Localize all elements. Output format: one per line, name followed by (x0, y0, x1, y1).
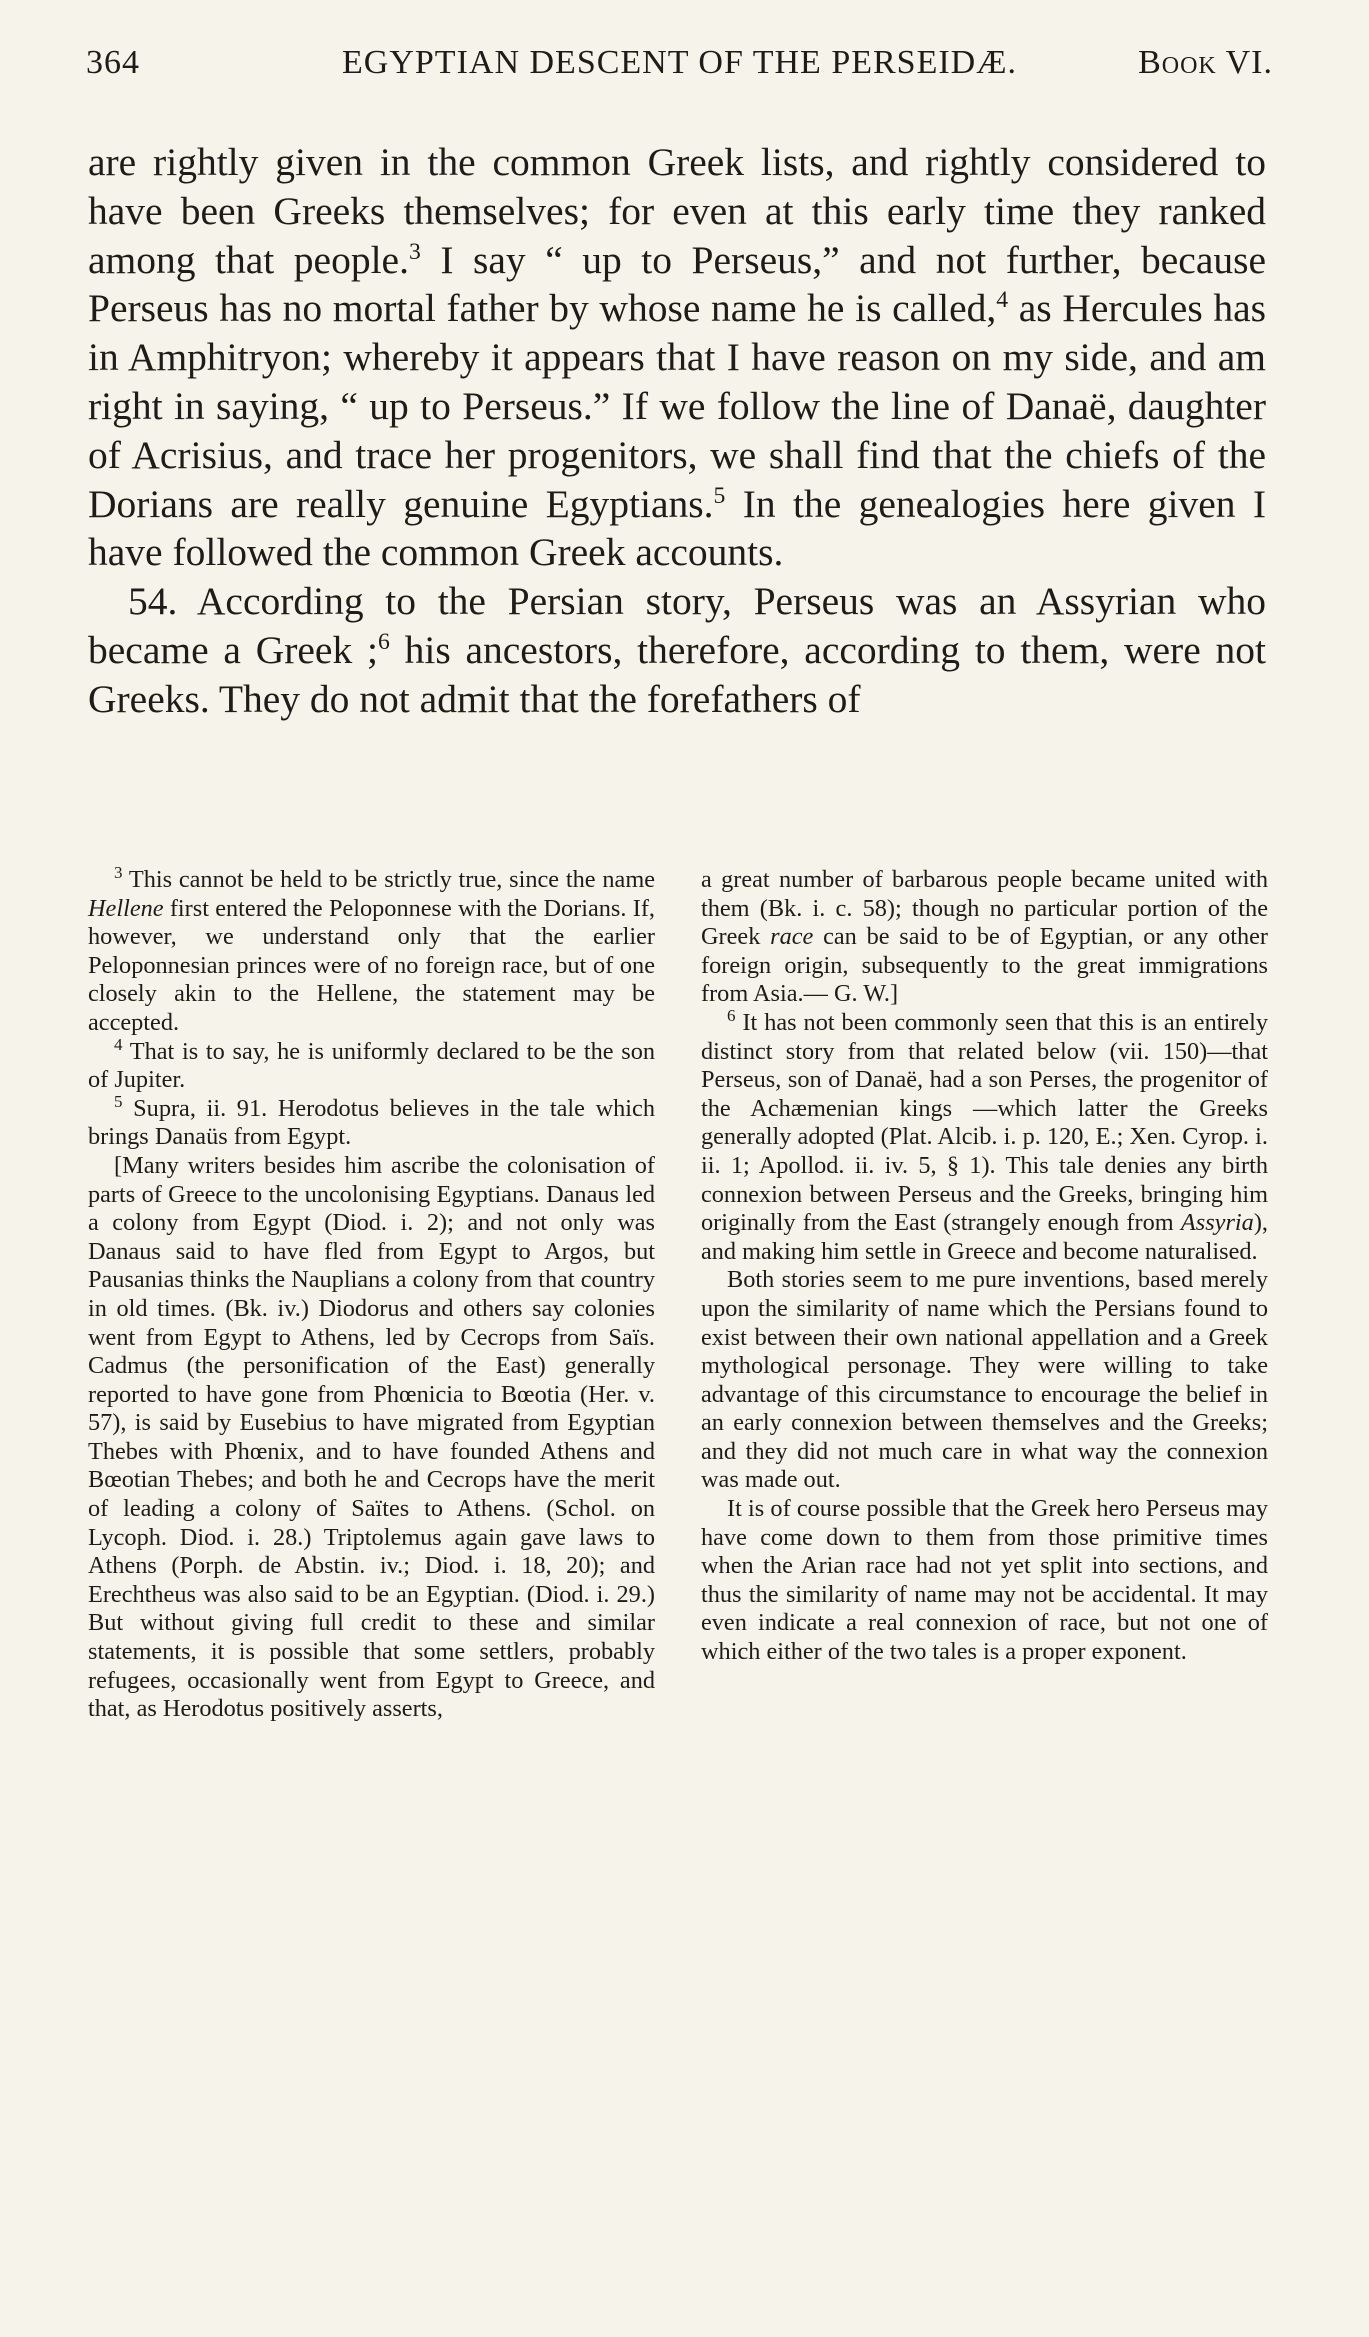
text-run: It has not been commonly seen that this is an entirely distinct story from that related below (vii. 150)—that Perseus, son of Danaë, had a son Perses, the progenitor of the Achæmenian kings —which latter the Greeks generally adopted (Plat. Alcib. i. p. 120, E.; Xen. Cyrop. i. ii. 1; Apollod. ii. iv. 5, § 1). This tale denies any birth connexion between Perseus and the Greeks, bringing him originally from the East (strangely enough from (701, 1008, 1268, 1237)
text-run: 54. According to the Persian story, Perseus was an Assyrian who became a Greek ; (88, 579, 1266, 672)
footnote-5-bracket: [Many writers besides him ascribe the colonisation of parts of Greece to the uncolonising Egyptians. Danaus led a colony from Egypt (Diod. i. 2); and not only was Danaus said to have fled from Egypt to Argos, but Pausanias thinks the Nauplians a colony from that country in old times. (Bk. iv.) Diodorus and others say colonies went from Egypt to Athens, led by Cecrops from Saïs. Cadmus (the personification of the East) generally reported to have gone from Phœnicia to Bœotia (Her. v. 57), is said by Eusebius to have migrated from Egyptian Thebes with Phœnix, and to have founded Athens and Bœotian Thebes; and both he and Cecrops have the merit of leading a colony of Saïtes to Athens. (Schol. on Lycoph. Diod. i. 28.) Triptolemus again gave laws to Athens (Porph. de Abstin. iv.; Diod. i. 18, 20); and Erechtheus was also said to be an Egyptian. (Diod. i. 29.) But without giving full credit to these and similar statements, it is possible that some settlers, probably refugees, occasionally went from Egypt to Greece, and that, as Herodotus positively asserts, (88, 1151, 655, 1723)
text-run: a great number of barbarous people became united with them (Bk. i. c. 58); though no particular portion of the Greek (701, 866, 1268, 951)
footnote-ref-6: 6 (377, 628, 390, 655)
text-run: ), and making him settle in Greece and become naturalised. (701, 1209, 1268, 1265)
footnote-5-continued (701, 866, 1268, 1009)
footnotes (88, 862, 1268, 2206)
footnote-mark-4: 4 (114, 1034, 123, 1054)
footnote-3 (88, 862, 655, 1038)
text-run: I say “ up to Perseus,” and not further, because Perseus has no mortal father by whose name he is called, (88, 237, 1267, 331)
text-run: That is to say, he is uniformly declared to be the son of Jupiter. (88, 1037, 655, 1094)
text-run: In the genealogies here given I have followed the common Greek accounts. (88, 481, 1266, 575)
running-title: EGYPTIAN DESCENT OF THE PERSEIDÆ. (342, 44, 1017, 81)
page-number: 364 (86, 44, 140, 81)
footnote-column-right (701, 866, 1268, 2206)
footnote-ref-4: 4 (996, 287, 1009, 314)
text-run: first entered the Peloponnese with the Dorians. If, however, we understand only that the earlier Peloponnesian princes were of no foreign race, but of one closely akin to the Hellene, the statement may be accepted. (88, 894, 655, 1036)
book-label: Book VI. (1138, 44, 1273, 81)
main-text (88, 138, 1266, 724)
paragraph-54 (88, 577, 1266, 723)
footnote-6-para-2: Both stories seem to me pure inventions, based merely upon the similarity of name which the Persians found to exist between their own national appellation and a Greek mythological personage. They were willing to take advantage of this circumstance to encourage the belief in an early connexion between themselves and the Greeks; and they did not much care in what way the connexion was made out. (701, 1266, 1268, 1494)
italic-run: race (770, 923, 814, 951)
footnote-mark-6: 6 (727, 1005, 736, 1025)
text-run: can be said to be of Egyptian, or any other foreign origin, subsequently to the great immigrations from Asia.— G. W.] (701, 923, 1268, 1008)
footnote-ref-5: 5 (713, 482, 726, 509)
footnote-mark-3: 3 (114, 862, 123, 882)
footnote-mark-5: 5 (114, 1091, 123, 1111)
italic-run: Hellene (88, 894, 164, 922)
running-header (86, 44, 1273, 94)
text-run: his ancestors, therefore, according to them, were not Greeks. They do not admit that the forefathers of (88, 627, 1266, 721)
text-run: This cannot be held to be strictly true, since the name (122, 866, 655, 893)
italic-run: Assyria (1180, 1209, 1254, 1237)
footnote-6-para-3: It is of course possible that the Greek hero Perseus may have come down to them from those primitive times when the Arian race had not yet split into sections, and thus the similarity of name may not be accidental. It may even indicate a real connexion of race, but not one of which either of the two tales is a proper exponent. (701, 1495, 1268, 1666)
footnote-column-left (88, 862, 655, 2206)
footnote-ref-3: 3 (408, 238, 421, 265)
text-run: are rightly given in the common Greek lists, and rightly considered to have been Greeks themselves; for even at this early time they ranked among that people. (88, 140, 1266, 282)
footnote-5 (88, 1091, 655, 1152)
paragraph-continued (88, 138, 1266, 577)
text-run: Supra, ii. 91. Herodotus believes in the tale which brings Danaüs from Egypt. (88, 1094, 655, 1151)
footnote-4 (88, 1034, 655, 1095)
footnote-6 (701, 1005, 1268, 1266)
text-run: as Hercules has in Amphitryon; whereby it appears that I have reason on my side, and am right in saying, “ up to Perseus.” If we follow the line of Danaë, daughter of Acrisius, and trace her progenitors, we shall find that the chiefs of the Dorians are really genuine Egyptians. (88, 286, 1266, 526)
